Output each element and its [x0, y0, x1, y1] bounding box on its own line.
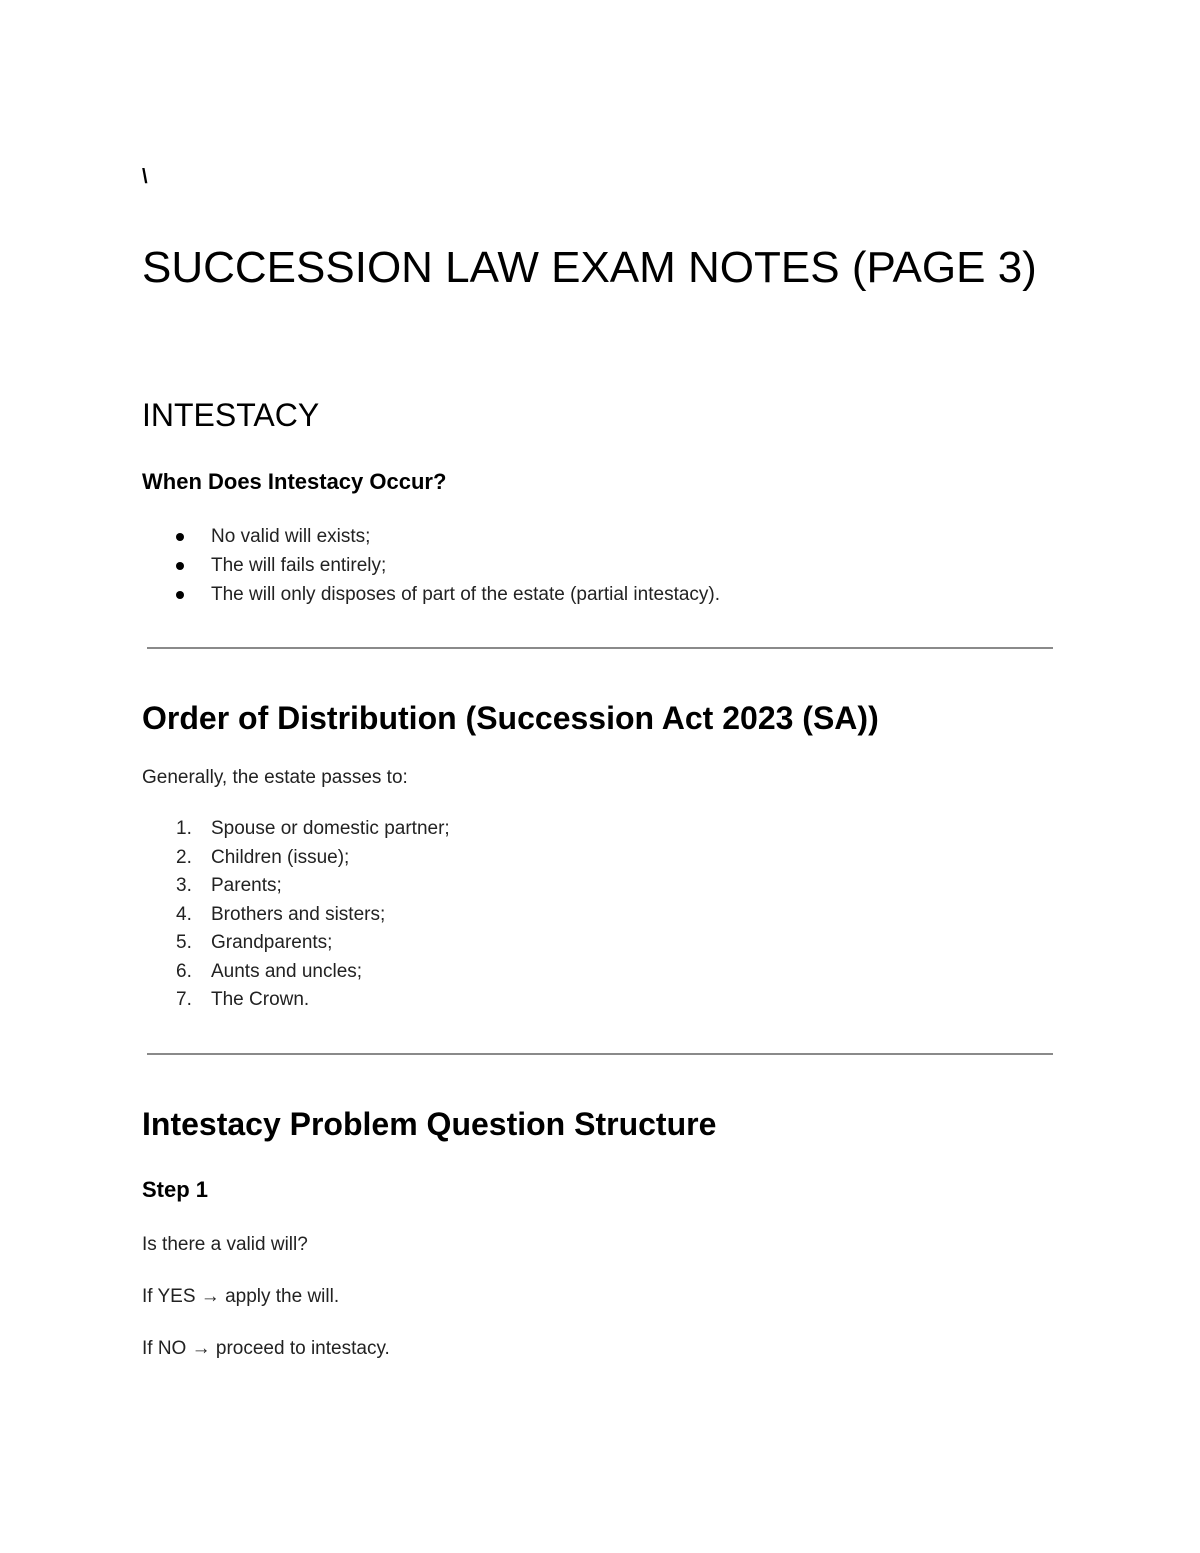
if-no-text: If NO → proceed to intestacy. [142, 1338, 390, 1359]
list-item-number: 1. [176, 818, 192, 839]
list-item-number: 5. [176, 932, 192, 953]
when-intestacy-subheading: When Does Intestacy Occur? [142, 469, 447, 494]
bullet-icon [176, 591, 184, 599]
intestacy-conditions-list [176, 522, 720, 609]
order-intro-text: Generally, the estate passes to: [142, 767, 408, 788]
list-item [176, 929, 450, 958]
list-item-text: The Crown. [211, 989, 310, 1010]
list-item-text: Parents; [211, 875, 282, 896]
list-item [176, 551, 720, 580]
list-item-text: The will only disposes of part of the estate (partial intestacy). [211, 584, 721, 605]
bullet-icon [176, 533, 184, 541]
list-item [176, 580, 720, 609]
order-of-distribution-heading: Order of Distribution (Succession Act 2023 (SA)) [142, 700, 879, 736]
list-item-number: 4. [176, 903, 192, 925]
list-item [176, 844, 450, 873]
list-item [176, 872, 450, 901]
list-item-text: Children (issue); [211, 846, 350, 868]
list-item-number: 3. [176, 875, 192, 896]
list-item [176, 958, 450, 987]
bullet-icon [176, 562, 184, 570]
list-item [176, 815, 450, 844]
list-item-number: 2. [176, 846, 192, 868]
problem-structure-heading: Intestacy Problem Question Structure [142, 1106, 717, 1142]
list-item-text: Aunts and uncles; [211, 960, 363, 982]
list-item-text: Brothers and sisters; [211, 903, 386, 925]
list-item-text: No valid will exists; [211, 526, 371, 547]
list-item-text: Spouse or domestic partner; [211, 818, 450, 839]
list-item-text: The will fails entirely; [211, 555, 387, 576]
stray-backslash: \ [142, 166, 148, 188]
list-item [176, 901, 450, 930]
distribution-order-list [176, 815, 450, 1015]
page-title: SUCCESSION LAW EXAM NOTES (PAGE 3) [142, 243, 1037, 292]
list-item-number: 7. [176, 989, 192, 1010]
valid-will-question: Is there a valid will? [142, 1234, 308, 1255]
list-item [176, 986, 450, 1015]
if-yes-text: If YES → apply the will. [142, 1286, 340, 1307]
step-heading: Step 1 [142, 1177, 209, 1202]
list-item-text: Grandparents; [211, 932, 333, 953]
horizontal-divider [147, 1053, 1053, 1055]
horizontal-divider [147, 647, 1053, 649]
list-item [176, 522, 720, 551]
intestacy-heading: INTESTACY [142, 397, 320, 433]
list-item-number: 6. [176, 960, 192, 982]
